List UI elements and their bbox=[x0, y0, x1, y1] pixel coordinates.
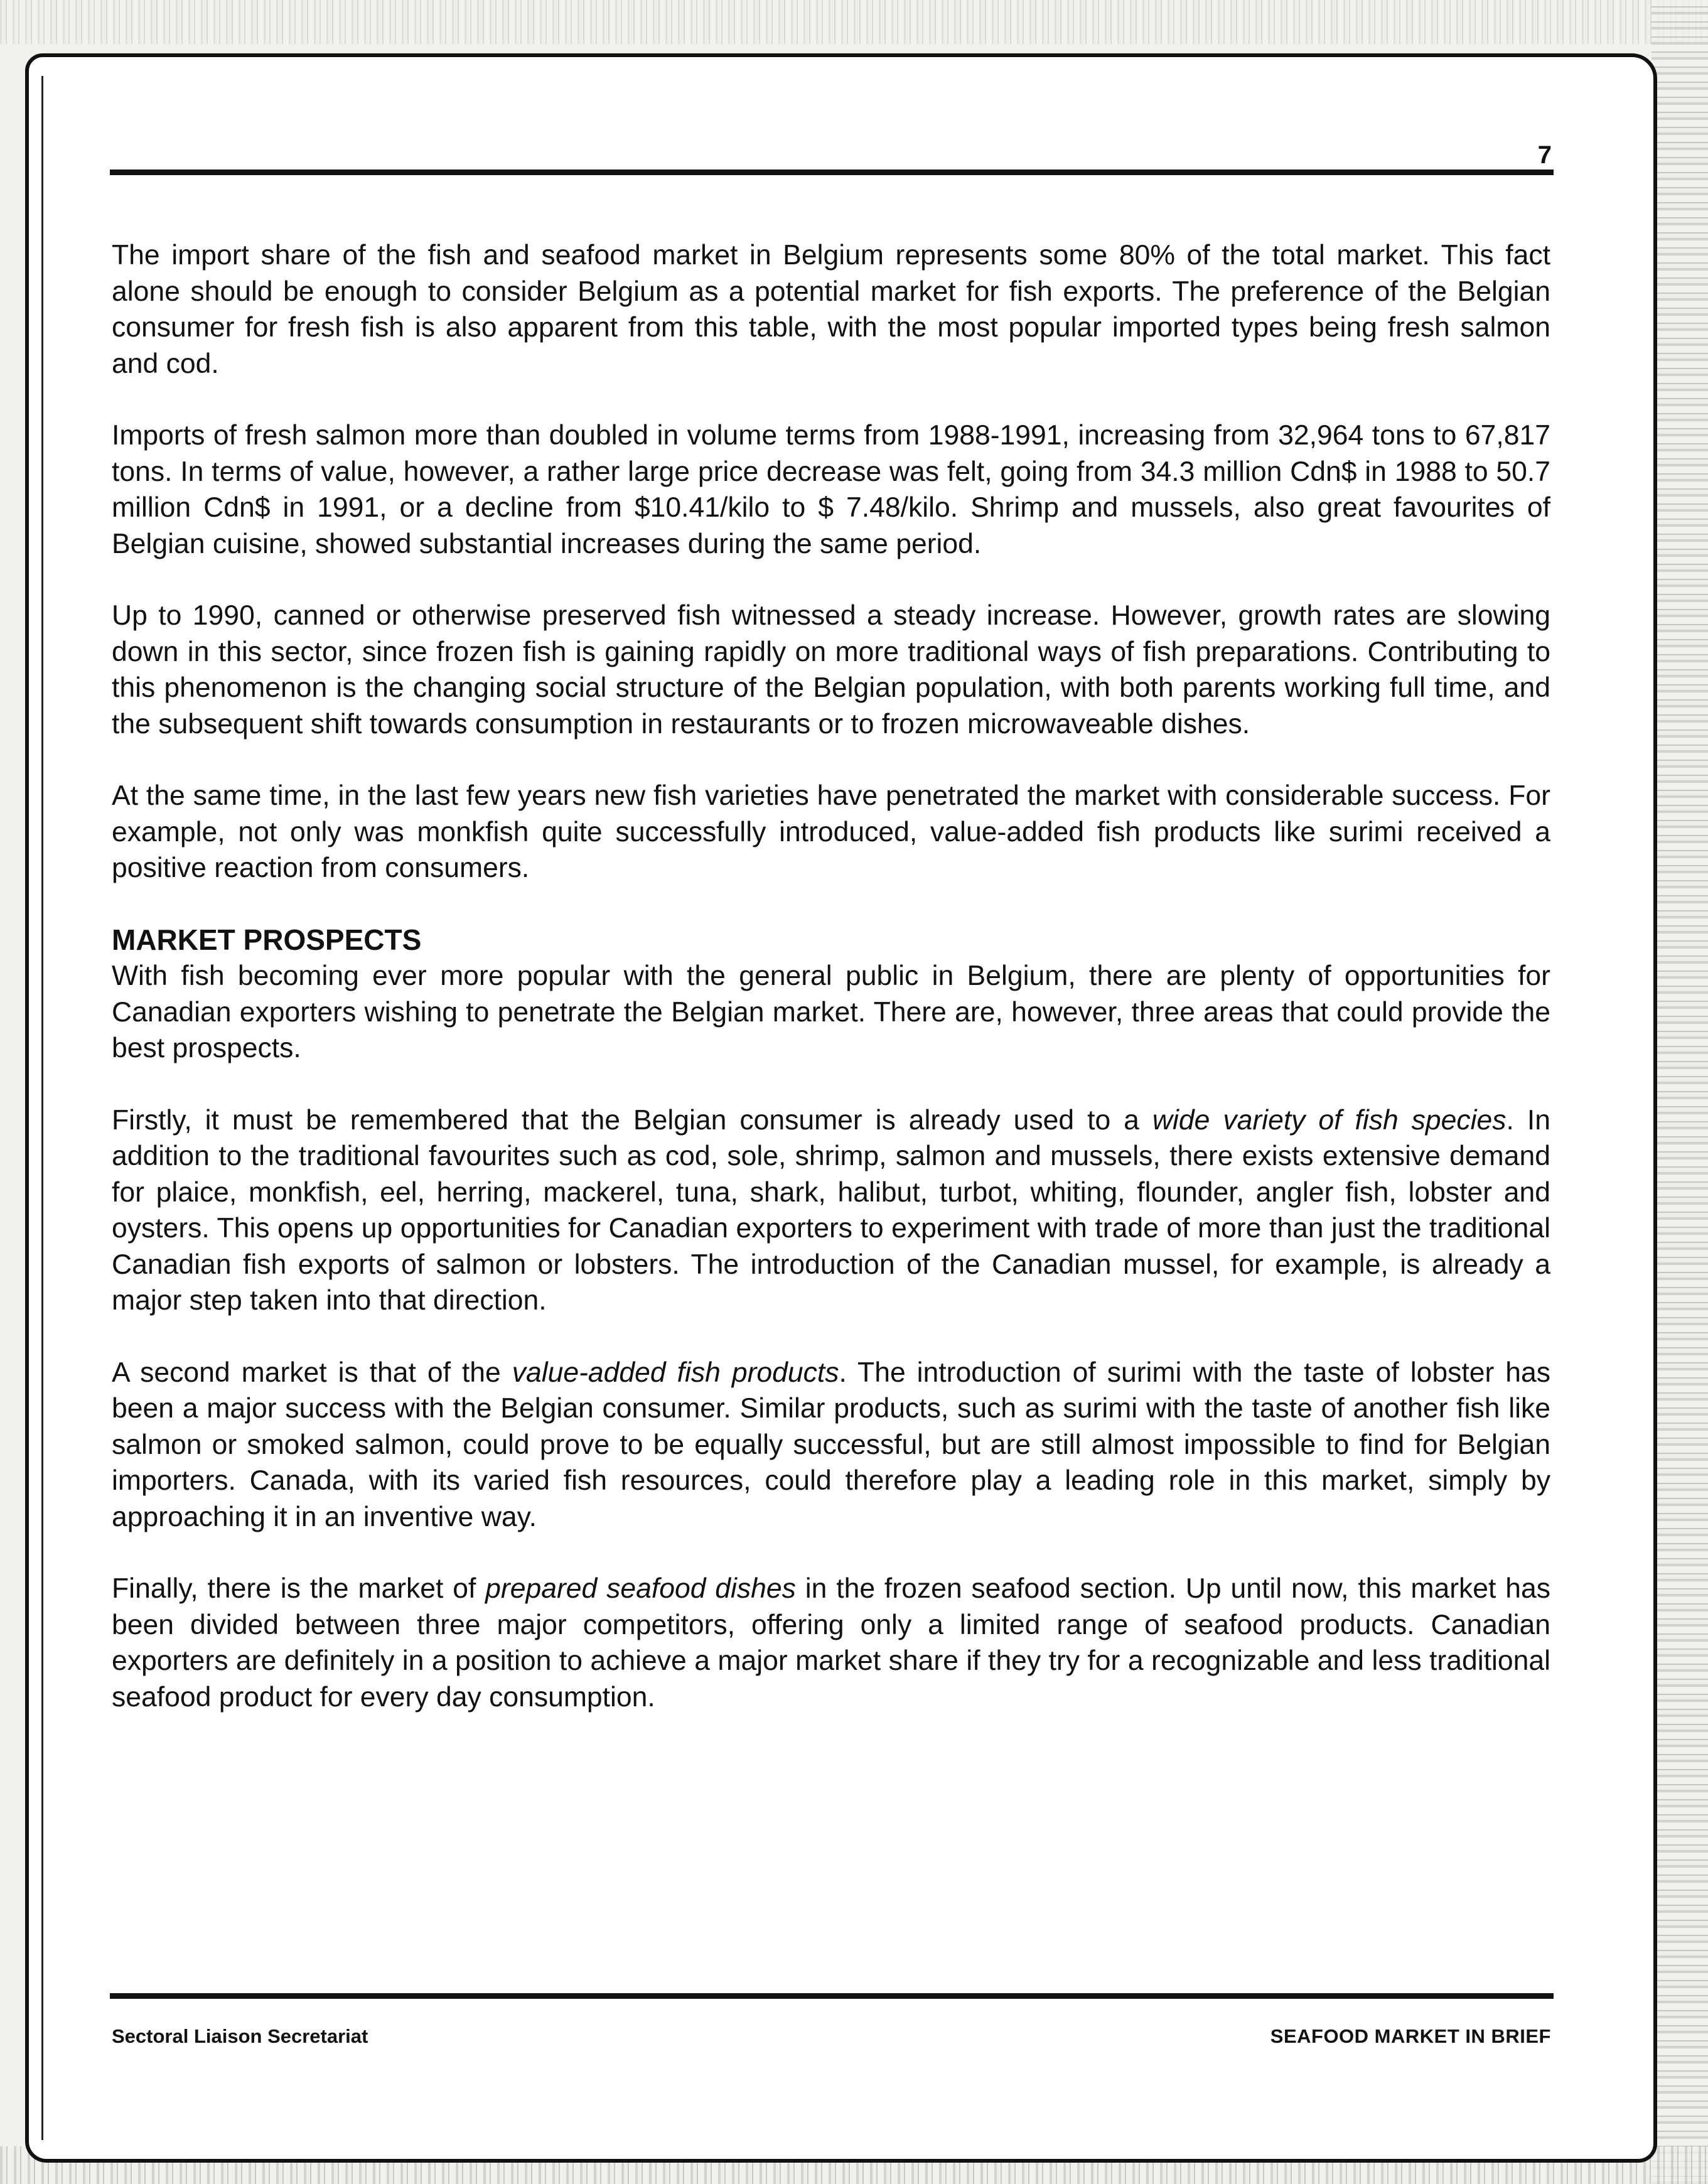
paragraph-market-prospects: With fish becoming ever more popular with the general public in Belgium, there are plenty of opportunities for Canadian exporters wishing to penetrate the Belgian market. There are, however, three areas that could provide the best prospects. bbox=[112, 960, 1550, 1063]
text-span: . The introduction of surimi with the taste of lobster has been a major success with the Belgian consumer. Similar products, such as surimi with the taste of another fish like salmon or smoked salmon, could prove to be equally successful, but are still almost impossible to find for Belgian importers. Canada, with its varied fish resources, could therefore play a leading role in this market, simply by approaching it in an inventive way. bbox=[112, 1357, 1550, 1532]
text-span: Finally, there is the market of bbox=[112, 1573, 486, 1604]
binding-line bbox=[41, 76, 43, 2140]
header-rule bbox=[110, 169, 1554, 175]
footer-rule bbox=[110, 1993, 1554, 1999]
paragraph-prepared-dishes bbox=[112, 1571, 1550, 1715]
paragraph-import-share: The import share of the fish and seafood market in Belgium represents some 80% of the total market. This fact alone should be enough to consider Belgium as a potential market for fish exports. The preference of the Belgian consumer for fresh fish is also apparent from this table, with the most popular imported types being fresh salmon and cod. bbox=[112, 240, 1550, 379]
emphasis-text: value-added fish products bbox=[512, 1357, 839, 1388]
section-heading: MARKET PROSPECTS bbox=[112, 923, 422, 956]
body-text bbox=[112, 237, 1550, 1751]
paragraph-fish-species bbox=[112, 1102, 1550, 1319]
emphasis-text: prepared seafood dishes bbox=[485, 1573, 796, 1604]
scan-edge-right bbox=[1652, 0, 1708, 2184]
paragraph-value-added bbox=[112, 1355, 1550, 1536]
scan-edge-top bbox=[0, 0, 1708, 44]
text-span: . In addition to the traditional favourites such as cod, sole, shrimp, salmon and mussels, there exists extensive demand for plaice, monkfish, eel, herring, mackerel, tuna, shark, halibut, turbot, whiting, flounder, angler fish, lobster and oysters. This opens up opportunities for Canadian exporters to experiment with trade of more than just the traditional Canadian fish exports of salmon or lobsters. The introduction of the Canadian mussel, for example, is already a major step taken into that direction. bbox=[112, 1104, 1550, 1316]
emphasis-text: wide variety of fish species bbox=[1152, 1104, 1507, 1136]
paragraph-fresh-salmon: Imports of fresh salmon more than doubled in volume terms from 1988-1991, increasing from 32,964 tons to 67,817 tons. In terms of value, however, a rather large price decrease was felt, going from 34.3 million Cdn$ in 1988 to 50.7 million Cdn$ in 1991, or a decline from $10.41/kilo to $ 7.48/kilo. Shrimp and mussels, also great favourites of Belgian cuisine, showed substantial increases during the same period. bbox=[112, 420, 1550, 559]
paragraph-preserved-fish: Up to 1990, canned or otherwise preserved fish witnessed a steady increase. However, growth rates are slowing down in this sector, since frozen fish is gaining rapidly on more traditional ways of fish preparations. Contributing to this phenomenon is the changing social structure of the Belgian population, with both parents working full time, and the subsequent shift towards consumption in restaurants or to frozen microwaveable dishes. bbox=[112, 600, 1550, 740]
paragraph-new-varieties: At the same time, in the last few years new fish varieties have penetrated the market with considerable success. For example, not only was monkfish quite successfully introduced, value-added fish products like surimi received a positive reaction from consumers. bbox=[112, 780, 1550, 883]
text-span: A second market is that of the bbox=[112, 1357, 512, 1388]
text-span: Firstly, it must be remembered that the Belgian consumer is already used to a bbox=[112, 1104, 1152, 1136]
footer-organization: Sectoral Liaison Secretariat bbox=[112, 2025, 368, 2047]
page-number: 7 bbox=[1537, 141, 1552, 169]
text-span: in the frozen seafood section. Up until now, this market has been divided between three major competitors, offering only a limited range of seafood products. Canadian exporters are definitely in a position to achieve a major market share if they try for a recognizable and less traditional seafood product for every day consumption. bbox=[112, 1573, 1550, 1713]
footer-publication-title: SEAFOOD MARKET IN BRIEF bbox=[1270, 2025, 1551, 2047]
